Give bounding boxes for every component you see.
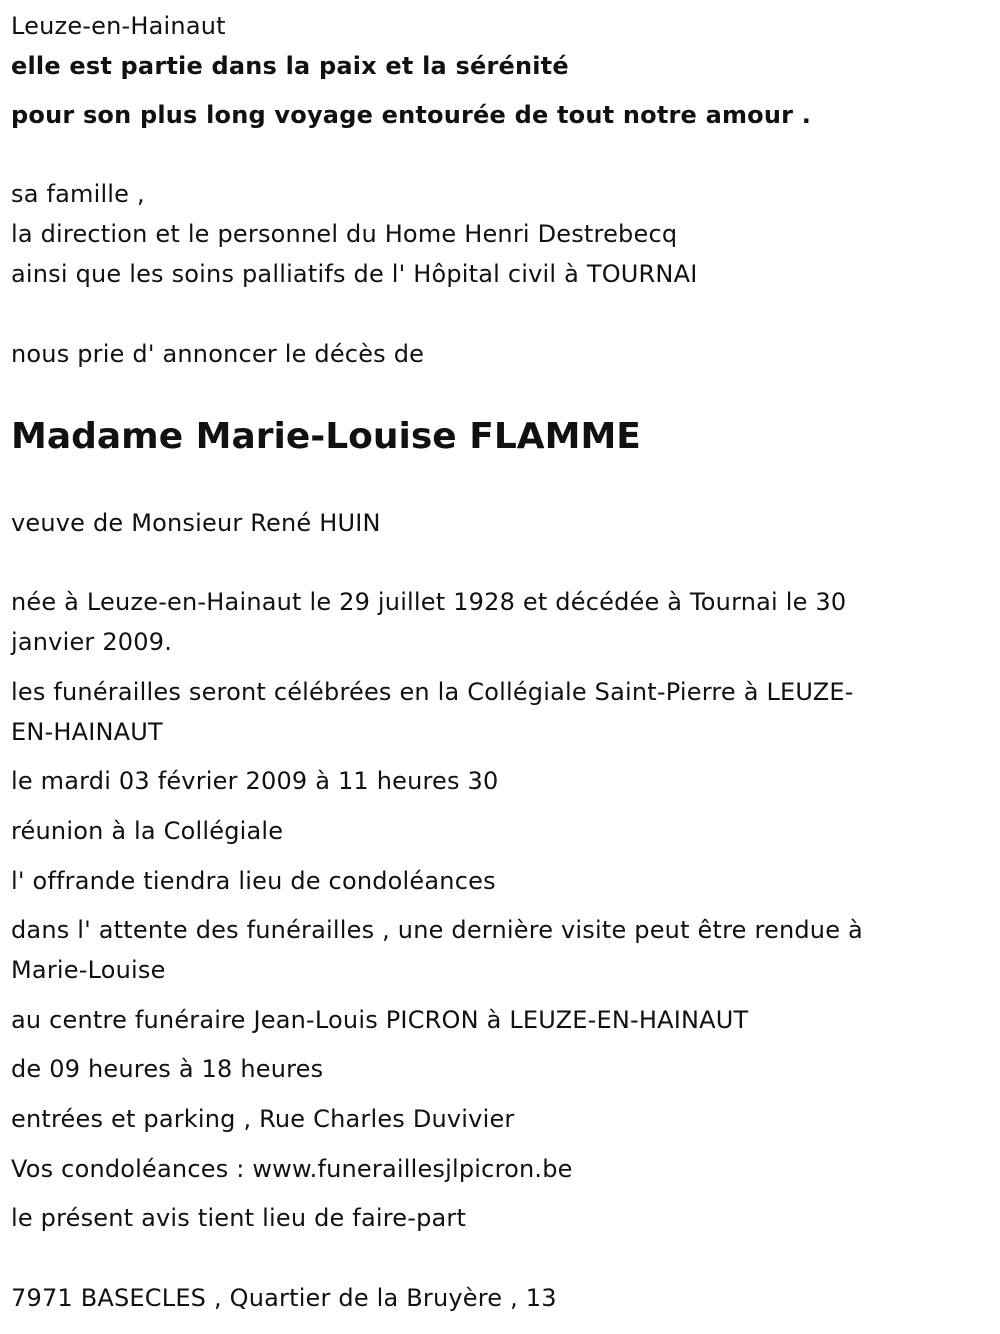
address-line: 7971 BASECLES , Quartier de la Bruyère , 13 [11,1284,557,1312]
intro-line-1: elle est partie dans la paix et la sérénité [11,52,569,80]
family-line-3: ainsi que les soins palliatifs de l' Hôpital civil à TOURNAI [11,260,698,288]
visit-line-2: Marie-Louise [11,956,166,984]
family-line-1: sa famille , [11,180,145,208]
deceased-name: Madame Marie-Louise FLAMME [11,416,641,457]
parking-line: entrées et parking , Rue Charles Duvivier [11,1105,515,1133]
funeral-date-line: le mardi 03 février 2009 à 11 heures 30 [11,767,499,795]
widow-of-line: veuve de Monsieur René HUIN [11,509,381,537]
meeting-line: réunion à la Collégiale [11,817,284,845]
condolences-line: Vos condoléances : www.funeraillesjlpicron.be [11,1155,573,1183]
family-line-2: la direction et le personnel du Home Henri Destrebecq [11,220,678,248]
offering-line: l' offrande tiendra lieu de condoléances [11,867,496,895]
notice-statement-line: le présent avis tient lieu de faire-part [11,1204,467,1232]
funeral-line-2: EN-HAINAUT [11,718,163,746]
funeral-center-line: au centre funéraire Jean-Louis PICRON à LEUZE-EN-HAINAUT [11,1006,749,1034]
intro-line-2: pour son plus long voyage entourée de tout notre amour . [11,101,812,129]
funeral-line-1: les funérailles seront célébrées en la Collégiale Saint-Pierre à LEUZE- [11,678,854,706]
announce-line: nous prie d' annoncer le décès de [11,340,425,368]
location-line: Leuze-en-Hainaut [11,12,226,40]
birth-death-line-1: née à Leuze-en-Hainaut le 29 juillet 1928 et décédée à Tournai le 30 [11,588,847,616]
visit-line-1: dans l' attente des funérailles , une dernière visite peut être rendue à [11,916,863,944]
birth-death-line-2: janvier 2009. [11,628,173,656]
hours-line: de 09 heures à 18 heures [11,1055,324,1083]
